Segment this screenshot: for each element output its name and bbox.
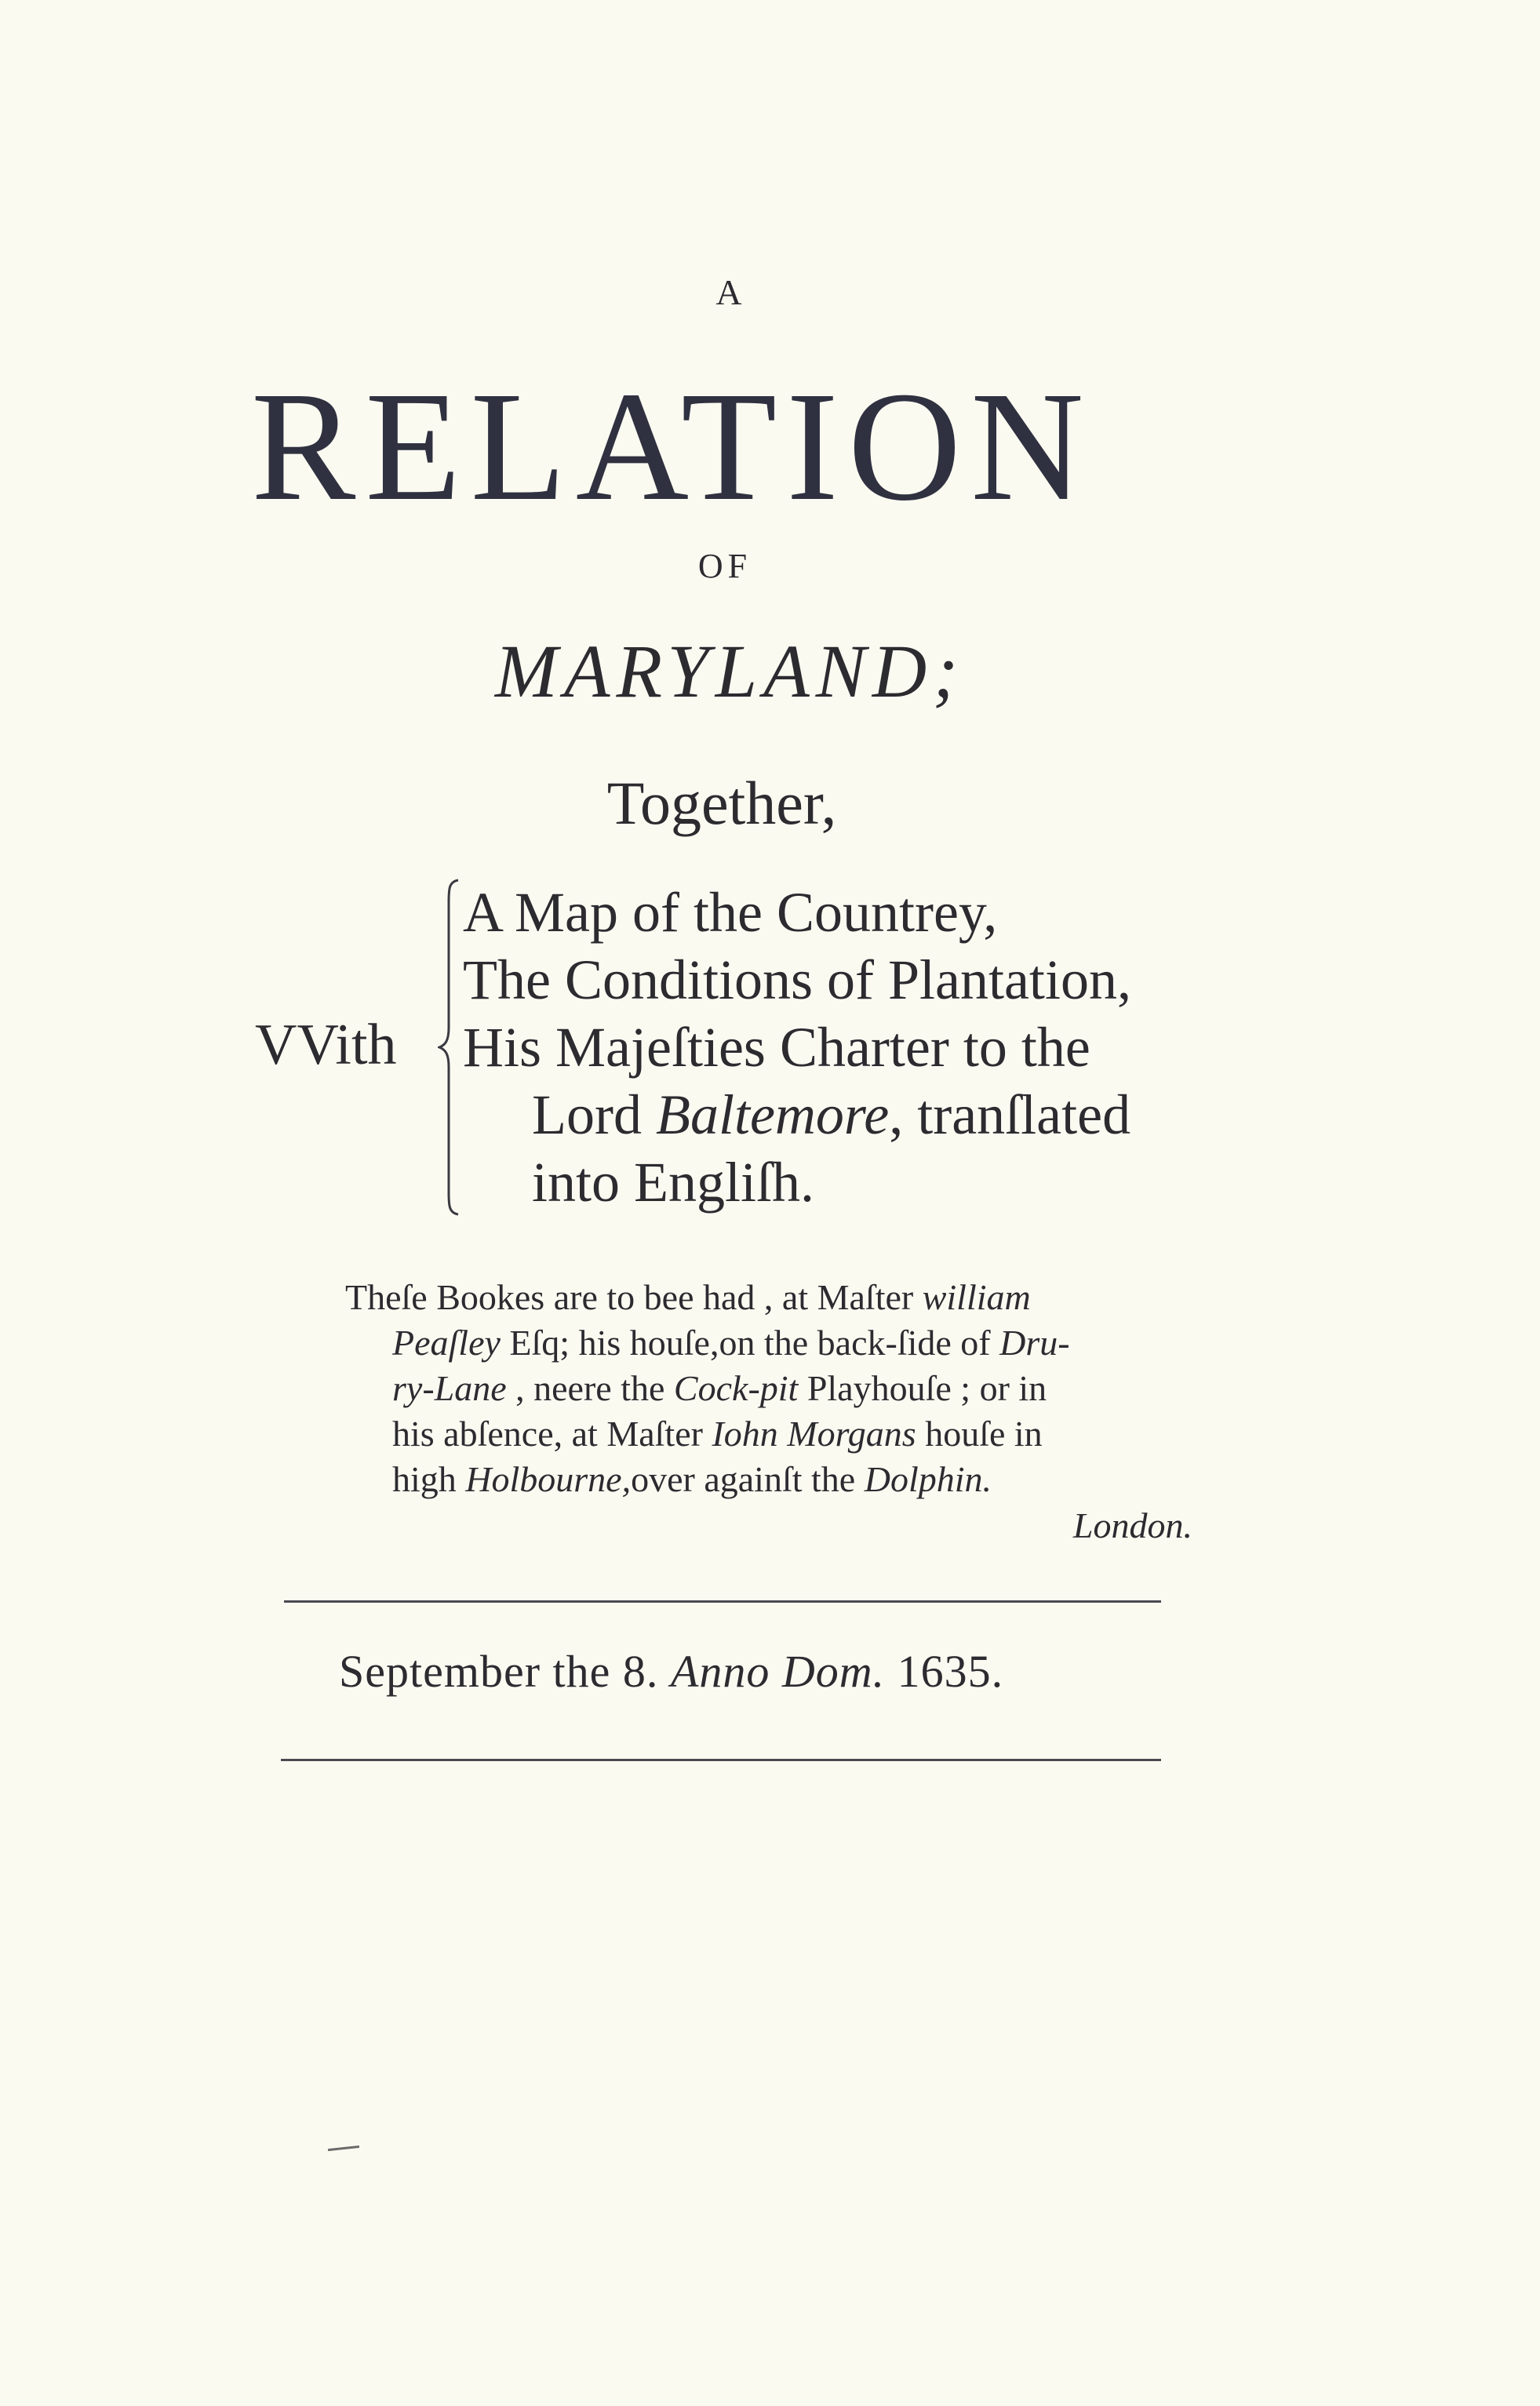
date-year: 1635.	[885, 1646, 1004, 1697]
of-word: OF	[697, 547, 752, 585]
text-lord: Lord	[532, 1083, 656, 1146]
with-item-english: into Engliſh.	[532, 1151, 814, 1214]
imprint-line-2	[345, 1320, 1192, 1366]
main-title: RELATION	[251, 360, 1094, 533]
text-translated: , tranſlated	[889, 1083, 1131, 1146]
imprint-italic: Cock-pit	[673, 1368, 799, 1408]
text-baltemore: Baltemore	[655, 1083, 890, 1146]
lower-rule	[281, 1759, 1161, 1761]
imprint-line-4	[345, 1411, 1192, 1457]
imprint-block	[345, 1275, 1192, 1502]
article-a: A	[715, 272, 744, 312]
imprint-italic: ry-Lane	[392, 1368, 507, 1408]
with-item-charter: His Majeſties Charter to the	[463, 1016, 1090, 1079]
ink-mark	[328, 2146, 359, 2151]
imprint-text: Theſe Bookes are to bee had , at Maſter	[345, 1277, 923, 1317]
imprint-text: his abſence, at Maſter	[392, 1414, 712, 1454]
upper-rule	[284, 1600, 1161, 1603]
imprint-line-3	[345, 1366, 1192, 1411]
publication-date	[339, 1646, 1004, 1697]
imprint-line-1	[345, 1275, 1192, 1320]
with-items-list	[463, 879, 1247, 1216]
imprint-text: , neere the	[506, 1368, 674, 1408]
imprint-italic: Dolphin.	[864, 1459, 992, 1499]
with-label: VVith	[255, 1013, 397, 1077]
date-anno: Anno Dom.	[670, 1646, 886, 1697]
imprint-italic: Dru-	[999, 1323, 1070, 1363]
imprint-text: over againſt the	[631, 1459, 865, 1499]
imprint-text: Eſq; his houſe,on the back-ſide of	[500, 1323, 1000, 1363]
imprint-italic: william	[922, 1277, 1031, 1317]
imprint-text: houſe in	[916, 1414, 1043, 1454]
imprint-text: Playhouſe ; or in	[798, 1368, 1047, 1408]
imprint-text: high	[392, 1459, 466, 1499]
imprint-italic: Iohn Morgans	[712, 1414, 916, 1454]
with-item-map: A Map of the Countrey,	[463, 881, 998, 944]
curly-brace-icon	[438, 879, 461, 1216]
imprint-line-5	[345, 1457, 1192, 1502]
imprint-italic: Peaſley	[392, 1323, 501, 1363]
imprint-place: London.	[1072, 1505, 1192, 1545]
imprint-italic: Holbourne,	[465, 1459, 632, 1499]
with-item-conditions: The Conditions of Plantation,	[463, 948, 1131, 1011]
with-item-baltemore	[463, 1081, 1247, 1148]
subject-title: MARYLAND;	[494, 629, 965, 713]
together-line: Together,	[606, 769, 837, 837]
date-text: September the 8.	[339, 1646, 671, 1697]
